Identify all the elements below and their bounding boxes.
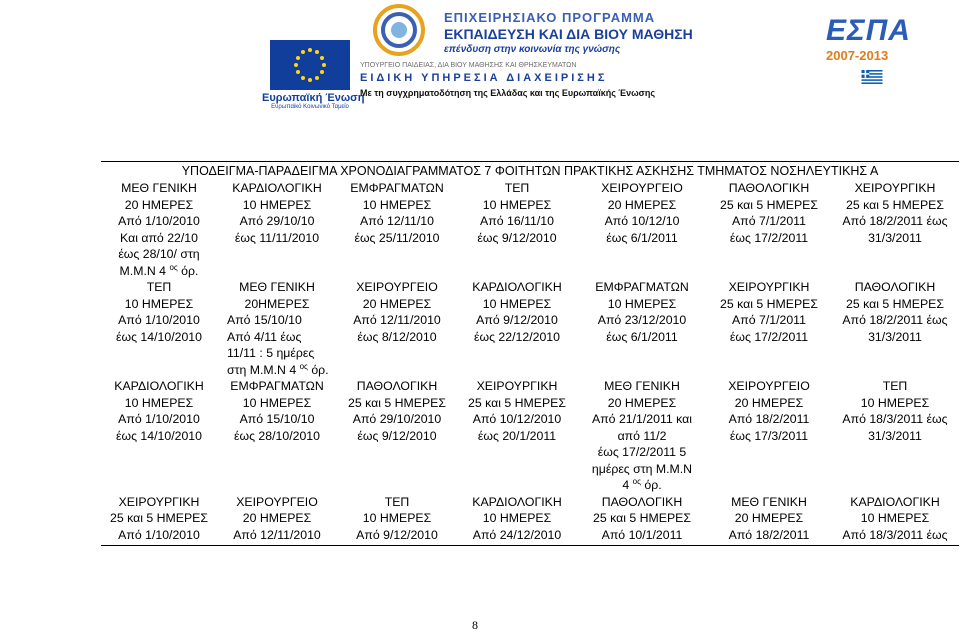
ward-duration: 25 και 5 ΗΜΕΡΕΣ (846, 197, 944, 212)
date-range-cell (577, 411, 707, 494)
ward-cell (577, 378, 707, 411)
ward-name: ΤΕΠ (882, 379, 908, 393)
date-line: Από 12/11/10 (360, 214, 434, 228)
date-line: Από 18/3/2011 έως (842, 527, 948, 542)
ward-cell (831, 378, 959, 411)
ward-duration: 25 και 5 ΗΜΕΡΕΣ (720, 296, 818, 311)
ordinal-suffix: ος (632, 476, 641, 486)
ward-name: ΧΕΙΡΟΥΡΓΙΚΗ (118, 494, 200, 509)
date-range-cell (831, 527, 959, 546)
date-line: έως 17/2/2011 (729, 329, 809, 344)
ministry-label: ΥΠΟΥΡΓΕΙΟ ΠΑΙΔΕΙΑΣ, ΔΙΑ ΒΙΟΥ ΜΑΘΗΣΗΣ ΚΑΙ ΘΡΗΣΚΕΥΜΑΤΩΝ (360, 62, 577, 69)
eu-fund: Ευρωπαϊκό Κοινωνικό Ταμείο (271, 104, 349, 110)
ward-duration: 25 και 5 ΗΜΕΡΕΣ (468, 395, 566, 410)
date-line: έως 17/3/2011 (729, 428, 809, 443)
ward-cell (457, 180, 577, 213)
date-range-cell (101, 312, 217, 378)
ward-cell (707, 378, 831, 411)
date-line: έως 28/10/ στη (118, 247, 200, 261)
date-range-cell (457, 527, 577, 546)
ward-duration: 20 ΗΜΕΡΕΣ (734, 511, 804, 525)
ward-name: ΜΕΘ ΓΕΝΙΚΗ (731, 494, 807, 509)
date-range-cell (101, 527, 217, 546)
date-range-cell (457, 411, 577, 494)
date-range-cell (831, 312, 959, 378)
ward-cell (101, 180, 217, 213)
date-range-cell (217, 527, 337, 546)
ward-cell (101, 494, 217, 527)
ward-name: ΚΑΡΔΙΟΛΟΓΙΚΗ (232, 181, 322, 195)
date-line: Από 9/12/2010 (476, 313, 558, 327)
ward-name: ΠΑΘΟΛΟΓΙΚΗ (728, 181, 810, 195)
date-line: έως 14/10/2010 (116, 329, 202, 344)
ward-name: ΜΕΘ ΓΕΝΙΚΗ (121, 181, 197, 195)
schedule-header-row (101, 180, 959, 213)
ward-cell (217, 494, 337, 527)
date-line: Από 7/1/2011 (732, 214, 806, 228)
date-line: 31/3/2011 (868, 230, 922, 245)
ward-duration: 20 ΗΜΕΡΕΣ (734, 395, 804, 410)
date-range-cell (831, 213, 959, 279)
date-line: Από 15/10/10 (227, 313, 302, 327)
ward-duration: 20ΗΜΕΡΕΣ (244, 296, 310, 311)
date-line: έως 11/11/2010 (234, 230, 320, 245)
date-line: Από 10/12/2010 (472, 412, 562, 426)
ward-cell (831, 279, 959, 312)
ward-name: ΠΑΘΟΛΟΓΙΚΗ (854, 280, 936, 294)
header-banner (0, 0, 960, 110)
date-line: Και από 22/10 (120, 230, 198, 245)
date-line: Από 18/2/2011 έως (842, 313, 948, 327)
date-range-cell (217, 213, 337, 279)
date-line: έως 17/2/2011 5 (597, 445, 687, 459)
date-line: Από 29/10/10 (239, 214, 315, 228)
ward-cell (831, 494, 959, 527)
ward-cell (577, 494, 707, 527)
ward-name: ΜΕΘ ΓΕΝΙΚΗ (239, 280, 315, 294)
ward-cell (707, 279, 831, 312)
ward-name: ΧΕΙΡΟΥΡΓΕΙΟ (356, 280, 438, 294)
schedule-header-row (101, 378, 959, 411)
ward-duration: 25 και 5 ΗΜΕΡΕΣ (720, 197, 818, 212)
ward-cell (217, 180, 337, 213)
date-range-cell (337, 312, 457, 378)
date-line: Από 12/11/2010 (353, 313, 441, 327)
ward-cell (217, 279, 337, 312)
schedule-dates-row (101, 213, 959, 279)
ordinal-suffix: ος (169, 262, 178, 272)
eu-logo (262, 40, 365, 110)
date-line: Από 7/1/2011 (732, 313, 806, 327)
ward-duration: 10 ΗΜΕΡΕΣ (124, 395, 194, 410)
ward-name: ΠΑΘΟΛΟΓΙΚΗ (356, 379, 438, 393)
date-line: Από 18/3/2011 έως (842, 412, 948, 426)
ward-duration: 10 ΗΜΕΡΕΣ (860, 511, 930, 525)
ward-cell (707, 494, 831, 527)
date-line: από 11/2 (617, 428, 667, 443)
cofunding-label: Με τη συγχρηματοδότηση της Ελλάδας και της Ευρωπαϊκής Ένωσης (360, 88, 656, 98)
date-range-cell (707, 527, 831, 546)
date-line: Από 18/2/2011 (728, 527, 810, 542)
schedule-dates-row (101, 527, 959, 546)
date-line: έως 17/2/2011 (729, 230, 809, 245)
date-line: Από 16/11/10 (480, 214, 554, 228)
ward-duration: 20 ΗΜΕΡΕΣ (124, 197, 194, 212)
ward-duration: 10 ΗΜΕΡΕΣ (482, 197, 552, 212)
date-line: Από 1/10/2010 (118, 214, 200, 228)
date-line: Από 10/12/10 (604, 214, 680, 228)
ward-name: ΧΕΙΡΟΥΡΓΕΙΟ (601, 181, 683, 195)
date-line: έως 6/1/2011 (606, 329, 678, 344)
date-line: Από 10/1/2011 (601, 527, 683, 542)
date-line: 11/11 : 5 ημέρες (227, 346, 315, 360)
ward-duration: 20 ΗΜΕΡΕΣ (607, 197, 677, 212)
date-line: ημέρες στη Μ.Μ.Ν (591, 461, 693, 476)
ward-cell (217, 378, 337, 411)
date-line: Από 4/11 έως (227, 329, 302, 344)
date-line: Από 23/12/2010 (597, 313, 687, 327)
eu-flag-icon (270, 40, 350, 90)
ward-name: ΕΜΦΡΑΓΜΑΤΩΝ (230, 379, 324, 393)
program-slogan: επένδυση στην κοινωνία της γνώσης (444, 44, 621, 55)
ward-cell (101, 279, 217, 312)
program-title: ΕΠΙΧΕΙΡΗΣΙΑΚΟ ΠΡΟΓΡΑΜΜΑ (444, 10, 656, 25)
ward-name: ΧΕΙΡΟΥΡΓΙΚΗ (476, 379, 558, 393)
date-line: στη Μ.Μ.Ν 4 $^{o\varsigma}$ όρ. (227, 361, 329, 377)
ward-name: ΚΑΡΔΙΟΛΟΓΙΚΗ (114, 379, 204, 393)
ward-cell (457, 378, 577, 411)
ward-cell (577, 180, 707, 213)
ward-duration: 10 ΗΜΕΡΕΣ (362, 197, 432, 212)
date-range-cell (101, 411, 217, 494)
ward-name: ΤΕΠ (504, 181, 530, 195)
ward-duration: 10 ΗΜΕΡΕΣ (124, 296, 194, 311)
page-number: 8 (472, 618, 478, 632)
date-line: Μ.Μ.Ν 4 $^{o\varsigma}$ όρ. (119, 262, 199, 278)
ward-cell (337, 279, 457, 312)
date-line: έως 14/10/2010 (116, 428, 202, 443)
date-line: Από 1/10/2010 (118, 412, 200, 426)
ward-cell (457, 494, 577, 527)
ward-duration: 25 και 5 ΗΜΕΡΕΣ (846, 296, 944, 311)
ward-name: ΧΕΙΡΟΥΡΓΕΙΟ (728, 379, 810, 393)
schedule-table (101, 161, 959, 546)
date-range-cell (217, 312, 337, 378)
date-range-cell (457, 213, 577, 279)
date-line: έως 9/12/2010 (357, 428, 437, 443)
ward-cell (457, 279, 577, 312)
date-line: Από 12/11/2010 (233, 527, 321, 542)
program-subtitle: ΕΚΠΑΙΔΕΥΣΗ ΚΑΙ ΔΙΑ ΒΙΟΥ ΜΑΘΗΣΗ (444, 26, 693, 42)
schedule-grid (101, 180, 959, 546)
schedule-header-row (101, 279, 959, 312)
ward-duration: 10 ΗΜΕΡΕΣ (860, 395, 930, 410)
ward-name: ΤΕΠ (384, 494, 410, 509)
greek-flag-icon (860, 70, 884, 84)
ward-cell (577, 279, 707, 312)
schedule-title: ΥΠΟΔΕΙΓΜΑ-ΠΑΡΑΔΕΙΓΜΑ ΧΡΟΝΟΔΙΑΓΡΑΜΜΑΤΟΣ 7 ΦΟΙΤΗΤΩΝ ΠΡΑΚΤΙΚΗΣ ΑΣΚΗΣΗΣ ΤΜΗΜΑΤΟΣ ΝΟΣΗΛΕΥΤΙΚΗΣ Α (101, 161, 959, 180)
date-range-cell (577, 213, 707, 279)
date-line: Από 9/12/2010 (356, 527, 438, 542)
ward-cell (337, 494, 457, 527)
date-line: Από 18/2/2011 έως (842, 214, 948, 228)
date-range-cell (577, 527, 707, 546)
date-line: Από 29/10/2010 (352, 412, 442, 426)
date-range-cell (101, 213, 217, 279)
ordinal-suffix: ος (299, 361, 308, 371)
ward-duration: 10 ΗΜΕΡΕΣ (482, 511, 552, 525)
date-range-cell (217, 411, 337, 494)
ward-duration: 25 και 5 ΗΜΕΡΕΣ (593, 511, 691, 525)
date-range-cell (337, 213, 457, 279)
date-line: έως 9/12/2010 (477, 230, 557, 245)
date-line: Από 1/10/2010 (118, 527, 200, 542)
date-line: Από 21/1/2011 και (592, 412, 692, 426)
date-line: 4 $^{o\varsigma}$ όρ. (622, 476, 662, 492)
ward-duration: 20 ΗΜΕΡΕΣ (242, 511, 312, 525)
date-line: Από 24/12/2010 (472, 527, 562, 542)
program-logo-icon (364, 4, 434, 60)
ward-name: ΠΑΘΟΛΟΓΙΚΗ (601, 494, 683, 509)
ward-cell (831, 180, 959, 213)
ward-name: ΤΕΠ (146, 280, 172, 294)
ward-name: ΚΑΡΔΙΟΛΟΓΙΚΗ (472, 280, 562, 294)
ward-cell (707, 180, 831, 213)
date-range-cell (831, 411, 959, 494)
ward-name: ΚΑΡΔΙΟΛΟΓΙΚΗ (472, 494, 562, 509)
date-range-cell (337, 527, 457, 546)
ward-name: ΧΕΙΡΟΥΡΓΙΚΗ (728, 280, 810, 294)
date-line: 31/3/2011 (868, 428, 922, 443)
ward-cell (337, 180, 457, 213)
ward-duration: 20 ΗΜΕΡΕΣ (607, 395, 677, 410)
espa-years: 2007-2013 (826, 48, 889, 63)
eu-name: Ευρωπαϊκή Ένωση (262, 92, 365, 104)
ward-name: ΚΑΡΔΙΟΛΟΓΙΚΗ (850, 494, 940, 509)
ward-duration: 10 ΗΜΕΡΕΣ (607, 296, 677, 311)
date-line: 31/3/2011 (868, 329, 922, 344)
ward-name: ΧΕΙΡΟΥΡΓΙΚΗ (854, 181, 936, 195)
ward-name: ΜΕΘ ΓΕΝΙΚΗ (604, 379, 680, 393)
schedule-dates-row (101, 312, 959, 378)
ward-duration: 25 και 5 ΗΜΕΡΕΣ (348, 395, 446, 410)
ward-duration: 10 ΗΜΕΡΕΣ (482, 296, 552, 311)
date-range-cell (577, 312, 707, 378)
date-range-cell (707, 312, 831, 378)
date-line: έως 8/12/2010 (357, 329, 437, 344)
date-range-cell (707, 213, 831, 279)
date-line: έως 28/10/2010 (234, 428, 320, 443)
date-line: έως 20/1/2011 (477, 428, 557, 443)
ward-name: ΧΕΙΡΟΥΡΓΕΙΟ (236, 494, 318, 509)
ward-name: ΕΜΦΡΑΓΜΑΤΩΝ (595, 280, 689, 294)
date-line: Από 1/10/2010 (118, 313, 200, 327)
ward-duration: 10 ΗΜΕΡΕΣ (362, 511, 432, 525)
espa-logo: ΕΣΠΑ (826, 14, 911, 47)
date-line: έως 25/11/2010 (354, 230, 440, 245)
ward-name: ΕΜΦΡΑΓΜΑΤΩΝ (350, 181, 444, 195)
ward-duration: 10 ΗΜΕΡΕΣ (242, 197, 312, 212)
date-range-cell (337, 411, 457, 494)
date-range-cell (707, 411, 831, 494)
ward-duration: 25 και 5 ΗΜΕΡΕΣ (110, 511, 208, 525)
schedule-dates-row (101, 411, 959, 494)
ward-cell (337, 378, 457, 411)
ward-duration: 10 ΗΜΕΡΕΣ (242, 395, 312, 410)
ward-cell (101, 378, 217, 411)
date-line: έως 6/1/2011 (606, 230, 678, 245)
date-line: Από 15/10/10 (239, 412, 315, 426)
ward-duration: 20 ΗΜΕΡΕΣ (362, 296, 432, 311)
special-service-label: ΕΙΔΙΚΗ ΥΠΗΡΕΣΙΑ ΔΙΑΧΕΙΡΙΣΗΣ (360, 72, 608, 84)
schedule-header-row (101, 494, 959, 527)
date-range-cell (457, 312, 577, 378)
date-line: Από 18/2/2011 (728, 412, 810, 426)
date-line: έως 22/12/2010 (474, 329, 560, 344)
